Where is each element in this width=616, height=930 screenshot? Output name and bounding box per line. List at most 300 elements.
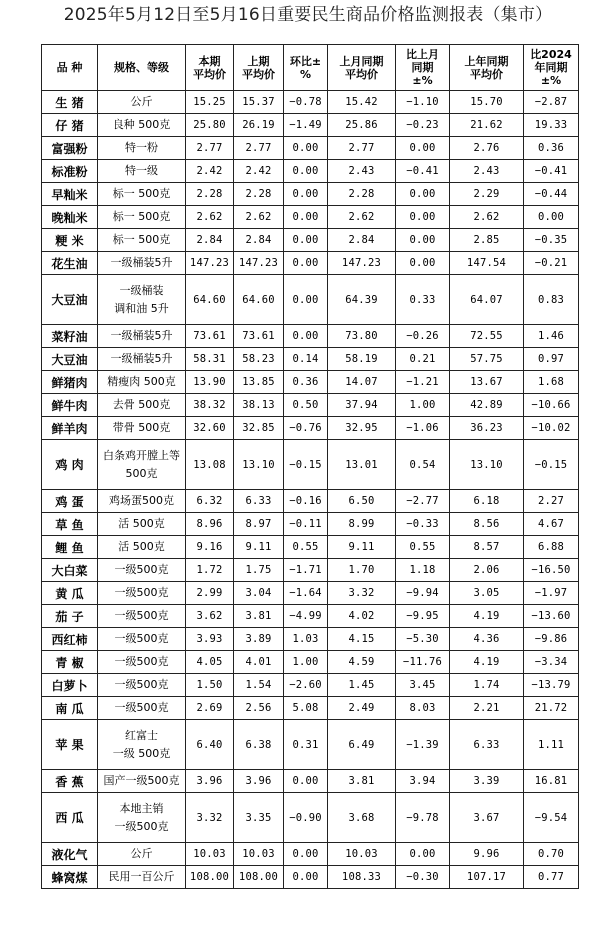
table-row xyxy=(42,206,579,229)
current-avg-price: 2.77 xyxy=(186,137,234,160)
last-month-avg-price: 2.28 xyxy=(328,183,396,206)
table-row xyxy=(42,394,579,417)
previous-avg-price: 26.19 xyxy=(234,114,284,137)
current-avg-price: 2.69 xyxy=(186,697,234,720)
product-name: 仔 猪 xyxy=(42,114,98,137)
product-spec: 一级500克 xyxy=(98,559,186,582)
last-year-avg-price: 15.70 xyxy=(450,91,524,114)
period-change-pct: −0.90 xyxy=(284,793,328,843)
product-name: 鲜羊肉 xyxy=(42,417,98,440)
last-year-avg-price: 13.67 xyxy=(450,371,524,394)
previous-avg-price: 2.28 xyxy=(234,183,284,206)
table-row xyxy=(42,91,579,114)
table-row xyxy=(42,513,579,536)
vs-2024-pct: −0.41 xyxy=(524,160,579,183)
previous-avg-price: 2.42 xyxy=(234,160,284,183)
previous-avg-price: 73.61 xyxy=(234,325,284,348)
table-row xyxy=(42,229,579,252)
table-body xyxy=(42,91,579,889)
last-year-avg-price: 6.33 xyxy=(450,720,524,770)
period-change-pct: −4.99 xyxy=(284,605,328,628)
last-month-avg-price: 58.19 xyxy=(328,348,396,371)
previous-avg-price: 6.33 xyxy=(234,490,284,513)
last-year-avg-price: 4.36 xyxy=(450,628,524,651)
vs-last-month-pct: 0.00 xyxy=(396,843,450,866)
vs-last-month-pct: 0.00 xyxy=(396,137,450,160)
product-name: 南 瓜 xyxy=(42,697,98,720)
product-name: 鸡 肉 xyxy=(42,440,98,490)
last-month-avg-price: 37.94 xyxy=(328,394,396,417)
product-spec: 一级500克 xyxy=(98,674,186,697)
last-month-avg-price: 9.11 xyxy=(328,536,396,559)
vs-2024-pct: 19.33 xyxy=(524,114,579,137)
product-spec: 特一粉 xyxy=(98,137,186,160)
period-change-pct: 0.00 xyxy=(284,843,328,866)
product-spec: 白条鸡开膛上等 500克 xyxy=(98,440,186,490)
last-month-avg-price: 3.81 xyxy=(328,770,396,793)
previous-avg-price: 3.04 xyxy=(234,582,284,605)
table-row xyxy=(42,440,579,490)
period-change-pct: 0.00 xyxy=(284,160,328,183)
vs-last-month-pct: −1.39 xyxy=(396,720,450,770)
last-month-avg-price: 6.50 xyxy=(328,490,396,513)
table-row xyxy=(42,793,579,843)
vs-last-month-pct: −0.41 xyxy=(396,160,450,183)
vs-2024-pct: 0.83 xyxy=(524,275,579,325)
vs-2024-pct: 2.27 xyxy=(524,490,579,513)
product-name: 鸡 蛋 xyxy=(42,490,98,513)
period-change-pct: 0.55 xyxy=(284,536,328,559)
vs-2024-pct: 0.36 xyxy=(524,137,579,160)
previous-avg-price: 2.56 xyxy=(234,697,284,720)
previous-avg-price: 9.11 xyxy=(234,536,284,559)
product-spec: 良种 500克 xyxy=(98,114,186,137)
header-vs-last-month: 比上月 同期 ±% xyxy=(396,45,450,91)
product-spec: 一级500克 xyxy=(98,651,186,674)
current-avg-price: 2.99 xyxy=(186,582,234,605)
product-name: 大豆油 xyxy=(42,348,98,371)
product-name: 茄 子 xyxy=(42,605,98,628)
vs-last-month-pct: −11.76 xyxy=(396,651,450,674)
last-year-avg-price: 13.10 xyxy=(450,440,524,490)
last-month-avg-price: 15.42 xyxy=(328,91,396,114)
last-year-avg-price: 6.18 xyxy=(450,490,524,513)
product-name: 菜籽油 xyxy=(42,325,98,348)
vs-2024-pct: −16.50 xyxy=(524,559,579,582)
product-name: 粳 米 xyxy=(42,229,98,252)
vs-2024-pct: −0.21 xyxy=(524,252,579,275)
report-title: 2025年5月12日至5月16日重要民生商品价格监测报表（集市） xyxy=(63,5,553,25)
current-avg-price: 3.96 xyxy=(186,770,234,793)
last-month-avg-price: 108.33 xyxy=(328,866,396,889)
last-year-avg-price: 3.67 xyxy=(450,793,524,843)
product-spec: 公斤 xyxy=(98,843,186,866)
period-change-pct: −0.15 xyxy=(284,440,328,490)
table-row xyxy=(42,605,579,628)
period-change-pct: 0.36 xyxy=(284,371,328,394)
product-spec: 一级桶装 调和油 5升 xyxy=(98,275,186,325)
table-row xyxy=(42,417,579,440)
header-current: 本期 平均价 xyxy=(186,45,234,91)
current-avg-price: 10.03 xyxy=(186,843,234,866)
last-year-avg-price: 2.29 xyxy=(450,183,524,206)
product-name: 草 鱼 xyxy=(42,513,98,536)
vs-2024-pct: 1.68 xyxy=(524,371,579,394)
last-year-avg-price: 4.19 xyxy=(450,651,524,674)
vs-last-month-pct: −9.95 xyxy=(396,605,450,628)
period-change-pct: −0.11 xyxy=(284,513,328,536)
period-change-pct: 1.03 xyxy=(284,628,328,651)
period-change-pct: 0.00 xyxy=(284,325,328,348)
last-month-avg-price: 13.01 xyxy=(328,440,396,490)
last-month-avg-price: 4.02 xyxy=(328,605,396,628)
table-row xyxy=(42,137,579,160)
last-year-avg-price: 2.76 xyxy=(450,137,524,160)
last-month-avg-price: 2.62 xyxy=(328,206,396,229)
current-avg-price: 6.40 xyxy=(186,720,234,770)
product-name: 鲜猪肉 xyxy=(42,371,98,394)
vs-2024-pct: 6.88 xyxy=(524,536,579,559)
last-year-avg-price: 107.17 xyxy=(450,866,524,889)
last-month-avg-price: 4.59 xyxy=(328,651,396,674)
last-year-avg-price: 8.57 xyxy=(450,536,524,559)
table-row xyxy=(42,866,579,889)
vs-last-month-pct: 0.00 xyxy=(396,183,450,206)
previous-avg-price: 147.23 xyxy=(234,252,284,275)
last-month-avg-price: 25.86 xyxy=(328,114,396,137)
product-name: 青 椒 xyxy=(42,651,98,674)
product-name: 早籼米 xyxy=(42,183,98,206)
product-spec: 精瘦肉 500克 xyxy=(98,371,186,394)
product-name: 大白菜 xyxy=(42,559,98,582)
period-change-pct: 0.00 xyxy=(284,770,328,793)
table-row xyxy=(42,348,579,371)
table-row xyxy=(42,114,579,137)
previous-avg-price: 2.77 xyxy=(234,137,284,160)
product-spec: 标一 500克 xyxy=(98,206,186,229)
last-year-avg-price: 3.39 xyxy=(450,770,524,793)
product-spec: 一级桶装5升 xyxy=(98,252,186,275)
last-month-avg-price: 32.95 xyxy=(328,417,396,440)
last-year-avg-price: 42.89 xyxy=(450,394,524,417)
product-spec: 一级桶装5升 xyxy=(98,325,186,348)
current-avg-price: 73.61 xyxy=(186,325,234,348)
last-year-avg-price: 1.74 xyxy=(450,674,524,697)
product-name: 西红柿 xyxy=(42,628,98,651)
last-month-avg-price: 4.15 xyxy=(328,628,396,651)
current-avg-price: 1.72 xyxy=(186,559,234,582)
last-year-avg-price: 2.06 xyxy=(450,559,524,582)
last-month-avg-price: 2.49 xyxy=(328,697,396,720)
current-avg-price: 32.60 xyxy=(186,417,234,440)
last-month-avg-price: 8.99 xyxy=(328,513,396,536)
header-last-month: 上月同期 平均价 xyxy=(328,45,396,91)
last-year-avg-price: 2.43 xyxy=(450,160,524,183)
product-name: 富强粉 xyxy=(42,137,98,160)
table-row xyxy=(42,490,579,513)
product-spec: 去骨 500克 xyxy=(98,394,186,417)
last-year-avg-price: 72.55 xyxy=(450,325,524,348)
product-name: 苹 果 xyxy=(42,720,98,770)
header-name: 品 种 xyxy=(42,45,98,91)
previous-avg-price: 38.13 xyxy=(234,394,284,417)
vs-2024-pct: 0.00 xyxy=(524,206,579,229)
table-row xyxy=(42,697,579,720)
vs-2024-pct: −10.66 xyxy=(524,394,579,417)
product-name: 花生油 xyxy=(42,252,98,275)
vs-2024-pct: 0.77 xyxy=(524,866,579,889)
last-month-avg-price: 64.39 xyxy=(328,275,396,325)
last-month-avg-price: 2.77 xyxy=(328,137,396,160)
previous-avg-price: 3.89 xyxy=(234,628,284,651)
product-spec: 一级500克 xyxy=(98,605,186,628)
last-year-avg-price: 147.54 xyxy=(450,252,524,275)
last-year-avg-price: 57.75 xyxy=(450,348,524,371)
period-change-pct: 0.00 xyxy=(284,206,328,229)
vs-last-month-pct: 3.45 xyxy=(396,674,450,697)
previous-avg-price: 1.75 xyxy=(234,559,284,582)
vs-2024-pct: −9.54 xyxy=(524,793,579,843)
vs-last-month-pct: 0.00 xyxy=(396,206,450,229)
current-avg-price: 38.32 xyxy=(186,394,234,417)
vs-2024-pct: 16.81 xyxy=(524,770,579,793)
table-row xyxy=(42,160,579,183)
previous-avg-price: 6.38 xyxy=(234,720,284,770)
previous-avg-price: 13.10 xyxy=(234,440,284,490)
vs-last-month-pct: −0.33 xyxy=(396,513,450,536)
product-spec: 一级桶装5升 xyxy=(98,348,186,371)
product-spec: 标一 500克 xyxy=(98,183,186,206)
previous-avg-price: 3.81 xyxy=(234,605,284,628)
product-spec: 本地主销 一级500克 xyxy=(98,793,186,843)
current-avg-price: 3.93 xyxy=(186,628,234,651)
header-previous: 上期 平均价 xyxy=(234,45,284,91)
vs-last-month-pct: 3.94 xyxy=(396,770,450,793)
period-change-pct: 0.00 xyxy=(284,183,328,206)
product-spec: 鸡场蛋500克 xyxy=(98,490,186,513)
current-avg-price: 64.60 xyxy=(186,275,234,325)
current-avg-price: 3.32 xyxy=(186,793,234,843)
current-avg-price: 6.32 xyxy=(186,490,234,513)
last-month-avg-price: 6.49 xyxy=(328,720,396,770)
vs-last-month-pct: 0.00 xyxy=(396,252,450,275)
current-avg-price: 58.31 xyxy=(186,348,234,371)
previous-avg-price: 2.62 xyxy=(234,206,284,229)
last-month-avg-price: 3.32 xyxy=(328,582,396,605)
previous-avg-price: 58.23 xyxy=(234,348,284,371)
last-year-avg-price: 3.05 xyxy=(450,582,524,605)
current-avg-price: 2.62 xyxy=(186,206,234,229)
vs-last-month-pct: −9.94 xyxy=(396,582,450,605)
previous-avg-price: 10.03 xyxy=(234,843,284,866)
vs-2024-pct: −2.87 xyxy=(524,91,579,114)
period-change-pct: −0.76 xyxy=(284,417,328,440)
vs-2024-pct: 21.72 xyxy=(524,697,579,720)
period-change-pct: −1.64 xyxy=(284,582,328,605)
product-spec: 一级500克 xyxy=(98,628,186,651)
last-month-avg-price: 1.70 xyxy=(328,559,396,582)
last-year-avg-price: 21.62 xyxy=(450,114,524,137)
period-change-pct: 0.31 xyxy=(284,720,328,770)
vs-last-month-pct: 1.18 xyxy=(396,559,450,582)
vs-2024-pct: −3.34 xyxy=(524,651,579,674)
last-month-avg-price: 3.68 xyxy=(328,793,396,843)
vs-last-month-pct: 0.33 xyxy=(396,275,450,325)
product-name: 鲤 鱼 xyxy=(42,536,98,559)
vs-2024-pct: −0.35 xyxy=(524,229,579,252)
previous-avg-price: 3.35 xyxy=(234,793,284,843)
period-change-pct: 5.08 xyxy=(284,697,328,720)
product-name: 大豆油 xyxy=(42,275,98,325)
product-spec: 红富士 一级 500克 xyxy=(98,720,186,770)
vs-last-month-pct: −9.78 xyxy=(396,793,450,843)
table-row xyxy=(42,559,579,582)
last-month-avg-price: 10.03 xyxy=(328,843,396,866)
period-change-pct: −1.71 xyxy=(284,559,328,582)
current-avg-price: 4.05 xyxy=(186,651,234,674)
header-row xyxy=(42,45,579,91)
product-name: 香 蕉 xyxy=(42,770,98,793)
current-avg-price: 13.08 xyxy=(186,440,234,490)
last-month-avg-price: 1.45 xyxy=(328,674,396,697)
vs-2024-pct: −0.44 xyxy=(524,183,579,206)
current-avg-price: 25.80 xyxy=(186,114,234,137)
product-name: 蜂窝煤 xyxy=(42,866,98,889)
header-change: 环比± % xyxy=(284,45,328,91)
product-spec: 民用一百公斤 xyxy=(98,866,186,889)
table-row xyxy=(42,252,579,275)
previous-avg-price: 32.85 xyxy=(234,417,284,440)
period-change-pct: −2.60 xyxy=(284,674,328,697)
product-spec: 特一级 xyxy=(98,160,186,183)
product-name: 西 瓜 xyxy=(42,793,98,843)
product-spec: 活 500克 xyxy=(98,513,186,536)
previous-avg-price: 13.85 xyxy=(234,371,284,394)
product-spec: 一级500克 xyxy=(98,582,186,605)
vs-2024-pct: −0.15 xyxy=(524,440,579,490)
last-month-avg-price: 73.80 xyxy=(328,325,396,348)
current-avg-price: 3.62 xyxy=(186,605,234,628)
table-row xyxy=(42,720,579,770)
previous-avg-price: 64.60 xyxy=(234,275,284,325)
price-table xyxy=(41,44,579,889)
last-month-avg-price: 2.43 xyxy=(328,160,396,183)
table-row xyxy=(42,651,579,674)
vs-2024-pct: −9.86 xyxy=(524,628,579,651)
current-avg-price: 1.50 xyxy=(186,674,234,697)
table-row xyxy=(42,582,579,605)
product-spec: 公斤 xyxy=(98,91,186,114)
last-year-avg-price: 36.23 xyxy=(450,417,524,440)
product-spec: 活 500克 xyxy=(98,536,186,559)
vs-last-month-pct: 8.03 xyxy=(396,697,450,720)
vs-2024-pct: −10.02 xyxy=(524,417,579,440)
period-change-pct: 0.14 xyxy=(284,348,328,371)
table-row xyxy=(42,325,579,348)
previous-avg-price: 4.01 xyxy=(234,651,284,674)
vs-2024-pct: 0.70 xyxy=(524,843,579,866)
header-spec: 规格、等级 xyxy=(98,45,186,91)
previous-avg-price: 2.84 xyxy=(234,229,284,252)
table-row xyxy=(42,183,579,206)
product-name: 鲜牛肉 xyxy=(42,394,98,417)
vs-last-month-pct: 0.54 xyxy=(396,440,450,490)
product-name: 黄 瓜 xyxy=(42,582,98,605)
previous-avg-price: 108.00 xyxy=(234,866,284,889)
product-spec: 一级500克 xyxy=(98,697,186,720)
vs-2024-pct: 1.11 xyxy=(524,720,579,770)
header-last-year: 上年同期 平均价 xyxy=(450,45,524,91)
period-change-pct: 0.00 xyxy=(284,275,328,325)
vs-last-month-pct: −0.30 xyxy=(396,866,450,889)
last-month-avg-price: 14.07 xyxy=(328,371,396,394)
vs-last-month-pct: −1.06 xyxy=(396,417,450,440)
period-change-pct: 0.00 xyxy=(284,137,328,160)
vs-last-month-pct: −1.10 xyxy=(396,91,450,114)
vs-last-month-pct: 0.55 xyxy=(396,536,450,559)
period-change-pct: −1.49 xyxy=(284,114,328,137)
previous-avg-price: 15.37 xyxy=(234,91,284,114)
current-avg-price: 2.28 xyxy=(186,183,234,206)
last-month-avg-price: 147.23 xyxy=(328,252,396,275)
previous-avg-price: 3.96 xyxy=(234,770,284,793)
last-year-avg-price: 4.19 xyxy=(450,605,524,628)
period-change-pct: 0.00 xyxy=(284,252,328,275)
vs-2024-pct: −13.60 xyxy=(524,605,579,628)
current-avg-price: 108.00 xyxy=(186,866,234,889)
period-change-pct: 1.00 xyxy=(284,651,328,674)
product-name: 白萝卜 xyxy=(42,674,98,697)
product-spec: 标一 500克 xyxy=(98,229,186,252)
vs-last-month-pct: 0.00 xyxy=(396,229,450,252)
current-avg-price: 2.42 xyxy=(186,160,234,183)
product-name: 标准粉 xyxy=(42,160,98,183)
last-month-avg-price: 2.84 xyxy=(328,229,396,252)
period-change-pct: 0.00 xyxy=(284,229,328,252)
product-name: 液化气 xyxy=(42,843,98,866)
product-name: 生 猪 xyxy=(42,91,98,114)
header-vs-2024: 比2024 年同期 ±% xyxy=(524,45,579,91)
table-row xyxy=(42,628,579,651)
vs-last-month-pct: 0.21 xyxy=(396,348,450,371)
vs-last-month-pct: −2.77 xyxy=(396,490,450,513)
table-row xyxy=(42,674,579,697)
last-year-avg-price: 2.85 xyxy=(450,229,524,252)
vs-last-month-pct: −0.26 xyxy=(396,325,450,348)
last-year-avg-price: 9.96 xyxy=(450,843,524,866)
current-avg-price: 13.90 xyxy=(186,371,234,394)
table-row xyxy=(42,371,579,394)
last-year-avg-price: 64.07 xyxy=(450,275,524,325)
last-year-avg-price: 2.62 xyxy=(450,206,524,229)
vs-2024-pct: 4.67 xyxy=(524,513,579,536)
vs-2024-pct: 1.46 xyxy=(524,325,579,348)
vs-last-month-pct: −0.23 xyxy=(396,114,450,137)
previous-avg-price: 1.54 xyxy=(234,674,284,697)
vs-2024-pct: −13.79 xyxy=(524,674,579,697)
previous-avg-price: 8.97 xyxy=(234,513,284,536)
table-row xyxy=(42,770,579,793)
last-year-avg-price: 2.21 xyxy=(450,697,524,720)
current-avg-price: 2.84 xyxy=(186,229,234,252)
product-spec: 国产一级500克 xyxy=(98,770,186,793)
last-year-avg-price: 8.56 xyxy=(450,513,524,536)
period-change-pct: 0.50 xyxy=(284,394,328,417)
period-change-pct: 0.00 xyxy=(284,866,328,889)
table-row xyxy=(42,536,579,559)
vs-2024-pct: −1.97 xyxy=(524,582,579,605)
current-avg-price: 8.96 xyxy=(186,513,234,536)
